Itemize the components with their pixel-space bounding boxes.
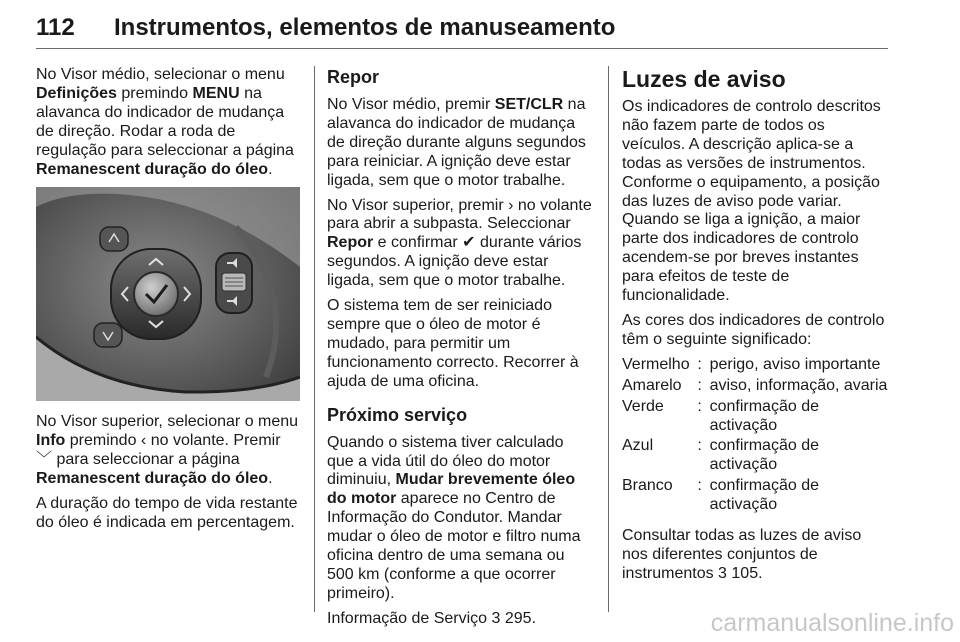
message-name: Mudar brevemente óleo do motor: [327, 471, 576, 508]
color-row: [622, 356, 888, 377]
text: durante vários segundos. A ignição deve estar ligada, sem que o motor trabalhe.: [327, 234, 582, 290]
checkmark-icon: ✔: [462, 234, 476, 252]
header-rule: [36, 48, 888, 49]
text: aparece no Centro de Informação do Condutor. Mandar mudar o óleo de motor e filtro numa oficina dentro de uma semana ou 500 km (conforme a que ocorrer primeiro).: [327, 490, 581, 602]
column-right: [622, 66, 888, 590]
separator: :: [697, 376, 702, 394]
page-name: Remanescent duração do óleo: [36, 160, 269, 178]
color-row: [622, 398, 888, 438]
page-reference-icon: 3: [718, 564, 727, 582]
steering-wheel-illustration: [36, 187, 300, 401]
menu-item-name: Repor: [327, 234, 374, 252]
section-heading-proximo-servico: Próximo serviço: [327, 404, 468, 425]
color-name: Verde: [622, 397, 664, 415]
paragraph: [327, 197, 593, 292]
paragraph: [36, 66, 300, 179]
text: No Visor médio, premir: [327, 96, 495, 113]
color-meaning: confirmação de activação: [709, 437, 819, 474]
paragraph: [327, 434, 593, 604]
color-name: Branco: [622, 477, 673, 495]
column-divider: [608, 66, 609, 612]
watermark: carmanualsonline.info: [710, 609, 954, 637]
color-meaning: confirmação de activação: [709, 397, 819, 434]
color-meaning-table: [622, 356, 888, 517]
steering-wheel-controls-photo: [36, 187, 300, 401]
separator: :: [697, 397, 702, 415]
color-name: Vermelho: [622, 355, 690, 373]
chevron-left-icon: ‹: [140, 432, 147, 450]
color-row: [622, 437, 888, 477]
page-name: Remanescent duração do óleo: [36, 470, 269, 488]
color-name: Azul: [622, 437, 654, 455]
paragraph: [36, 413, 300, 489]
color-meaning: confirmação de activação: [709, 477, 819, 514]
paragraph: [327, 610, 593, 629]
menu-name: Info: [36, 432, 66, 450]
text: premindo: [65, 432, 141, 450]
separator: :: [697, 437, 702, 455]
paragraph: [327, 96, 593, 191]
column-divider: [314, 66, 315, 612]
color-name: Amarelo: [622, 376, 682, 394]
page-number: 112: [36, 14, 75, 41]
text: Consultar todas as luzes de aviso nos diferentes conjuntos de instrumentos: [622, 527, 862, 582]
color-row: [622, 477, 888, 517]
text: .: [268, 160, 273, 178]
section-heading-repor: Repor: [327, 67, 380, 87]
color-meaning: aviso, informação, avaria: [709, 376, 888, 394]
text: e confirmar: [373, 234, 463, 252]
button-name: SET/CLR: [494, 96, 564, 113]
page-reference-icon: 3: [491, 609, 501, 627]
paragraph: Os indicadores de controlo descritos não fazem parte de todos os veículos. A descrição aplica-se a todas as versões de instrumentos. Conforme o equipamento, a posição das luzes de aviso pode variar. Quando se liga a ignição, a maior parte dos indicadores de controlo acendem-se por breves instantes para efeitos de teste de funcionalidade.: [622, 98, 881, 305]
text: na alavanca do indicador de mudança de direção. Rodar a roda de regulação para seleccionar a página: [36, 84, 294, 159]
page-header: [36, 14, 615, 42]
chevron-down-icon: ﹀: [36, 451, 53, 469]
page-reference-link[interactable]: 105.: [726, 564, 763, 582]
section-heading-luzes-de-aviso: Luzes de aviso: [622, 66, 786, 92]
text: premindo: [116, 84, 193, 102]
paragraph: A duração do tempo de vida restante do óleo é indicada em percentagem.: [36, 495, 298, 531]
text: no volante. Premir: [146, 432, 281, 450]
button-name: MENU: [192, 84, 240, 102]
page-title: Instrumentos, elementos de manuseamento: [114, 14, 616, 41]
page-reference-link[interactable]: 295.: [500, 609, 537, 627]
menu-name: Definições: [36, 84, 117, 102]
chevron-right-icon: ›: [508, 196, 514, 214]
paragraph: As cores dos indicadores de controlo têm o seguinte significado:: [622, 311, 885, 348]
color-meaning: perigo, aviso importante: [709, 355, 881, 373]
text: no volante para abrir a subpasta. Seleccionar: [327, 196, 592, 233]
text: na alavanca do indicador de mudança de direção durante alguns segundos para reiniciar. A ignição deve estar ligada, sem que o motor trabalhe.: [327, 96, 586, 189]
text: No Visor médio, selecionar o menu: [36, 66, 285, 83]
text: .: [268, 470, 273, 488]
separator: :: [697, 355, 702, 373]
column-middle: [327, 66, 593, 635]
column-left: [36, 66, 300, 539]
paragraph: [622, 527, 888, 584]
text: Quando o sistema tiver calculado que a vida útil do óleo do motor diminuiu,: [327, 433, 564, 489]
text: Informação de Serviço: [327, 609, 492, 627]
text: No Visor superior, premir: [327, 196, 509, 214]
text: No Visor superior, selecionar o menu: [36, 413, 299, 431]
color-row: [622, 377, 888, 398]
text: para seleccionar a página: [52, 451, 240, 469]
separator: :: [697, 477, 702, 495]
paragraph: O sistema tem de ser reiniciado sempre que o óleo de motor é mudado, para permitir um funcionamento correcto. Recorrer à ajuda de uma oficina.: [327, 297, 579, 390]
